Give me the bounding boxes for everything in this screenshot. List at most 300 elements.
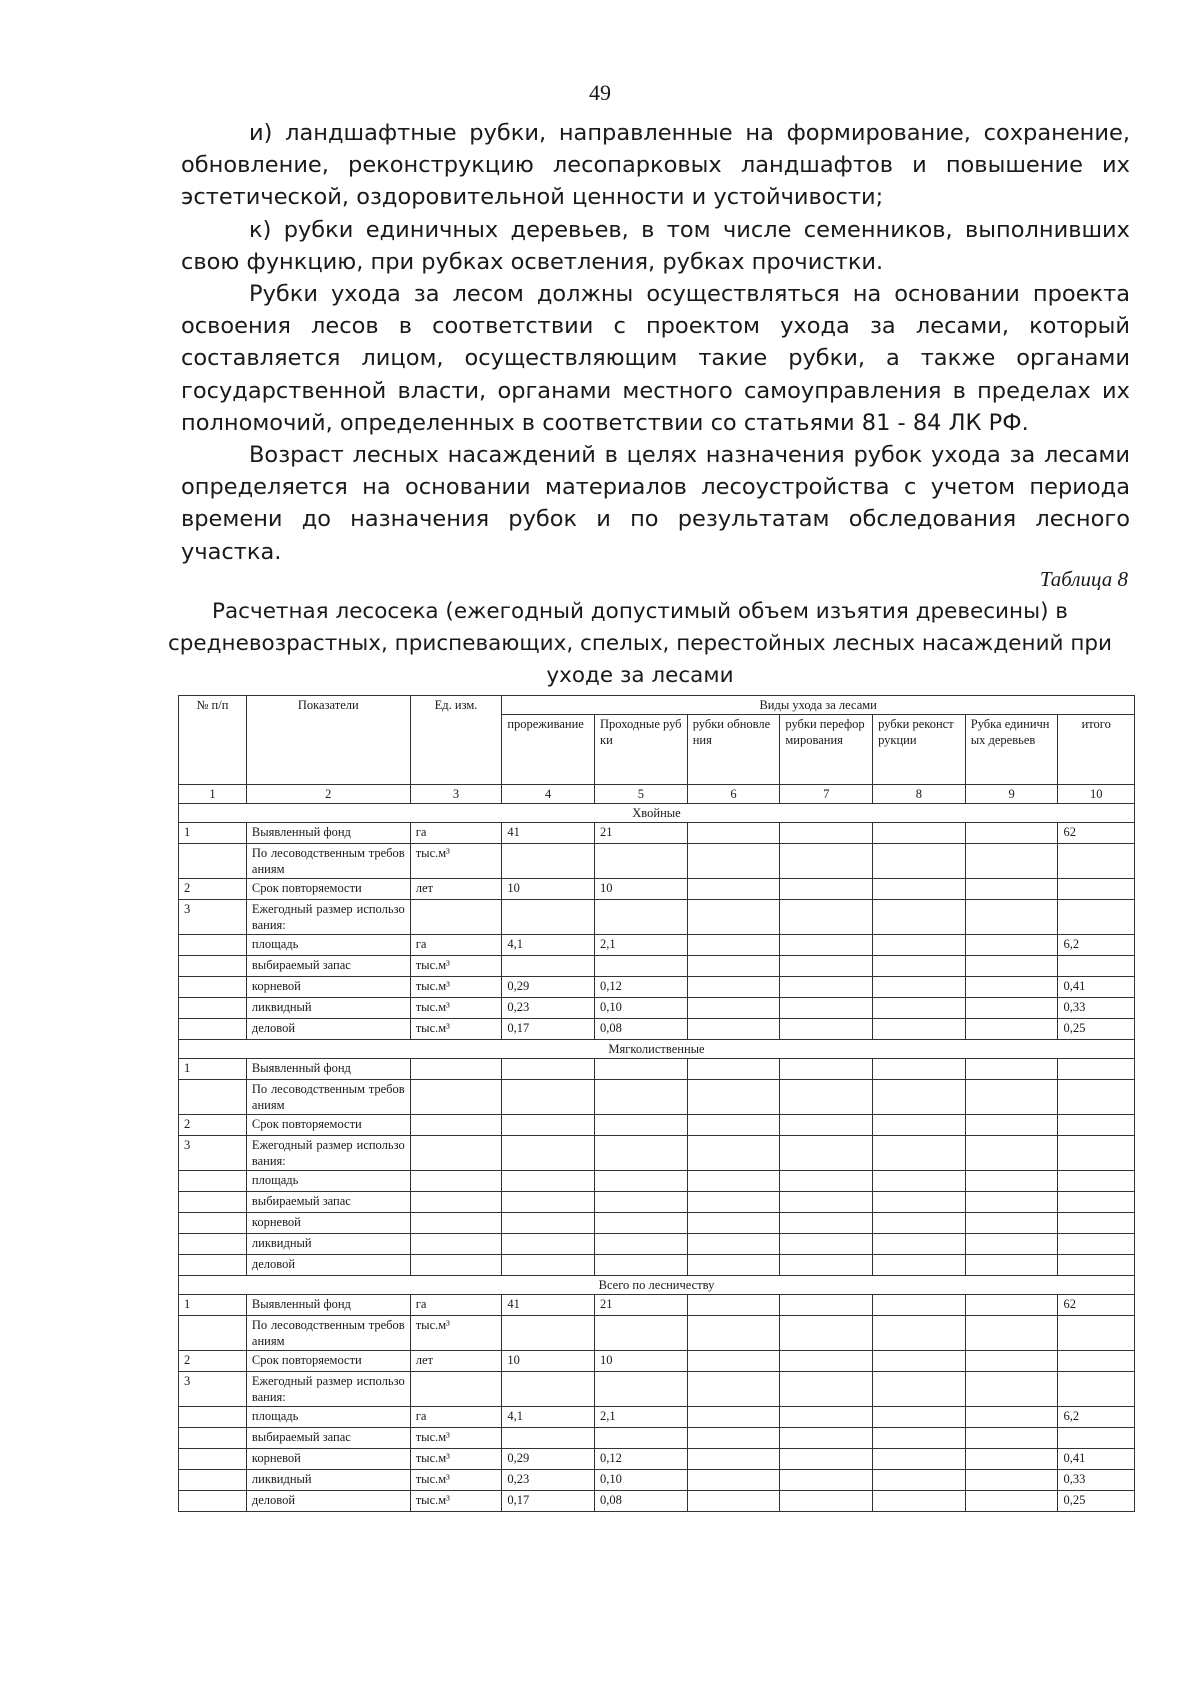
row-value: [595, 844, 688, 879]
row-value: [873, 1407, 966, 1428]
row-indicator: ликвидный: [246, 1470, 410, 1491]
row-value: [1058, 1213, 1135, 1234]
row-value: [1058, 879, 1135, 900]
table-row: [179, 1351, 1135, 1372]
column-index: 7: [780, 785, 873, 804]
header-unit: Ед. изм.: [410, 696, 502, 785]
row-value: [873, 844, 966, 879]
page-number: 49: [589, 80, 611, 105]
table-row: [179, 1059, 1135, 1080]
row-indicator: корневой: [246, 977, 410, 998]
row-num: [179, 935, 247, 956]
row-value: [502, 844, 595, 879]
row-value: 0,10: [595, 1470, 688, 1491]
paragraph: и) ландшафтные рубки, направленные на формирование, сохранение, обновление, реконструкцию лесопарковых ландшафтов и повышение их эстетической, оздоровительной ценности и устойчивости;: [181, 120, 1130, 211]
row-value: [1058, 1428, 1135, 1449]
column-index: 3: [410, 785, 502, 804]
header-col: прореживание: [502, 715, 595, 785]
row-value: [687, 1372, 780, 1407]
row-value: [780, 1136, 873, 1171]
row-indicator: ликвидный: [246, 1234, 410, 1255]
row-value: [965, 1019, 1058, 1040]
row-value: [687, 1192, 780, 1213]
row-value: [965, 1316, 1058, 1351]
column-index: 10: [1058, 785, 1135, 804]
row-value: [687, 1115, 780, 1136]
row-value: [595, 1192, 688, 1213]
row-value: [965, 1295, 1058, 1316]
table-row: [179, 1255, 1135, 1276]
row-value: [595, 1316, 688, 1351]
row-value: [687, 1428, 780, 1449]
row-value: [873, 1080, 966, 1115]
row-value: 2,1: [595, 1407, 688, 1428]
row-unit: тыс.м³: [410, 956, 502, 977]
row-value: [780, 1059, 873, 1080]
row-value: [965, 1080, 1058, 1115]
row-num: 1: [179, 1059, 247, 1080]
row-value: 0,41: [1058, 1449, 1135, 1470]
row-value: 0,29: [502, 977, 595, 998]
row-value: [965, 1372, 1058, 1407]
row-value: [873, 900, 966, 935]
row-value: [873, 1316, 966, 1351]
header-col: рубки обновления: [687, 715, 780, 785]
row-num: 3: [179, 1136, 247, 1171]
row-indicator: деловой: [246, 1019, 410, 1040]
row-unit: тыс.м³: [410, 998, 502, 1019]
row-value: [780, 1192, 873, 1213]
row-num: [179, 1491, 247, 1512]
row-value: 0,10: [595, 998, 688, 1019]
row-value: 21: [595, 1295, 688, 1316]
row-value: [965, 1428, 1058, 1449]
row-value: 10: [502, 1351, 595, 1372]
row-value: [873, 1213, 966, 1234]
row-value: [965, 1059, 1058, 1080]
table-row: [179, 1428, 1135, 1449]
row-value: [502, 1255, 595, 1276]
row-value: [687, 1351, 780, 1372]
row-value: [965, 1351, 1058, 1372]
row-unit: тыс.м³: [410, 977, 502, 998]
row-indicator: Ежегодный размер использования:: [246, 1136, 410, 1171]
row-value: 0,23: [502, 1470, 595, 1491]
row-value: [873, 977, 966, 998]
column-index: 9: [965, 785, 1058, 804]
row-value: [687, 1470, 780, 1491]
table-row: [179, 900, 1135, 935]
row-value: [965, 1470, 1058, 1491]
row-value: [780, 1316, 873, 1351]
row-value: [873, 935, 966, 956]
row-value: [502, 1372, 595, 1407]
row-unit: лет: [410, 879, 502, 900]
row-value: [780, 1428, 873, 1449]
row-unit: лет: [410, 1351, 502, 1372]
row-value: [687, 935, 780, 956]
column-index: 6: [687, 785, 780, 804]
row-value: [1058, 900, 1135, 935]
row-value: [687, 823, 780, 844]
row-value: [780, 823, 873, 844]
row-value: [873, 1428, 966, 1449]
row-value: [595, 1059, 688, 1080]
row-value: [595, 1171, 688, 1192]
row-value: [502, 1059, 595, 1080]
row-value: [687, 956, 780, 977]
row-unit: [410, 1136, 502, 1171]
row-value: [965, 1136, 1058, 1171]
column-index: 4: [502, 785, 595, 804]
row-value: [873, 1171, 966, 1192]
row-value: [1058, 1316, 1135, 1351]
row-indicator: площадь: [246, 935, 410, 956]
row-value: [965, 998, 1058, 1019]
row-value: [1058, 1255, 1135, 1276]
row-value: [780, 1255, 873, 1276]
row-value: [687, 844, 780, 879]
section-title: Мягколиственные: [179, 1040, 1135, 1059]
row-value: 0,25: [1058, 1019, 1135, 1040]
row-num: [179, 1192, 247, 1213]
table-row: [179, 1407, 1135, 1428]
row-unit: тыс.м³: [410, 1428, 502, 1449]
row-num: [179, 1213, 247, 1234]
row-indicator: Выявленный фонд: [246, 1295, 410, 1316]
row-value: [873, 1372, 966, 1407]
row-value: [965, 1171, 1058, 1192]
row-value: 0,17: [502, 1491, 595, 1512]
header-col: Проходные рубки: [595, 715, 688, 785]
row-value: [780, 1351, 873, 1372]
row-value: 41: [502, 1295, 595, 1316]
row-num: [179, 977, 247, 998]
row-value: 10: [595, 1351, 688, 1372]
row-indicator: Срок повторяемости: [246, 1115, 410, 1136]
paragraph: Рубки ухода за лесом должны осуществляться на основании проекта освоения лесов в соответствии с проектом ухода за лесами, который составляется лицом, осуществляющим такие рубки, а также органами государственной власти, органами местного самоуправления в пределах их полномочий, определенных в соответствии со статьями 81 - 84 ЛК РФ.: [181, 281, 1130, 436]
row-value: [965, 1449, 1058, 1470]
row-num: [179, 844, 247, 879]
row-indicator: ликвидный: [246, 998, 410, 1019]
section-row: [179, 1040, 1135, 1059]
row-value: [595, 1255, 688, 1276]
row-unit: га: [410, 1295, 502, 1316]
row-num: 2: [179, 1115, 247, 1136]
row-value: [502, 1080, 595, 1115]
row-value: 41: [502, 823, 595, 844]
row-value: [1058, 1059, 1135, 1080]
row-value: [965, 956, 1058, 977]
table-row: [179, 1019, 1135, 1040]
row-unit: тыс.м³: [410, 1019, 502, 1040]
row-num: [179, 1171, 247, 1192]
row-value: [965, 1192, 1058, 1213]
section-title: Всего по лесничеству: [179, 1276, 1135, 1295]
table-row: [179, 1136, 1135, 1171]
row-value: 10: [595, 879, 688, 900]
row-value: [873, 1351, 966, 1372]
row-value: [1058, 956, 1135, 977]
row-value: [687, 1449, 780, 1470]
row-unit: [410, 1192, 502, 1213]
row-value: [687, 1059, 780, 1080]
row-value: 0,23: [502, 998, 595, 1019]
table-row: [179, 1372, 1135, 1407]
row-num: [179, 1470, 247, 1491]
table-row: [179, 844, 1135, 879]
row-value: [965, 900, 1058, 935]
row-value: 6,2: [1058, 935, 1135, 956]
column-index: 2: [246, 785, 410, 804]
row-value: [873, 1192, 966, 1213]
row-value: [780, 1372, 873, 1407]
row-unit: га: [410, 823, 502, 844]
row-value: [873, 1295, 966, 1316]
table-row: [179, 1449, 1135, 1470]
row-value: 0,08: [595, 1491, 688, 1512]
header-col: рубки переформирования: [780, 715, 873, 785]
row-value: [595, 900, 688, 935]
row-indicator: Выявленный фонд: [246, 1059, 410, 1080]
row-value: [780, 935, 873, 956]
row-value: [595, 1213, 688, 1234]
column-index: 1: [179, 785, 247, 804]
row-value: [780, 1171, 873, 1192]
row-value: [595, 1428, 688, 1449]
row-value: [965, 823, 1058, 844]
row-num: [179, 1316, 247, 1351]
row-unit: [410, 1372, 502, 1407]
row-value: [780, 1449, 873, 1470]
row-indicator: По лесоводственным требованиям: [246, 1316, 410, 1351]
row-num: [179, 1449, 247, 1470]
row-value: [780, 1080, 873, 1115]
row-num: [179, 1019, 247, 1040]
row-value: [873, 879, 966, 900]
row-value: [780, 1407, 873, 1428]
row-value: [1058, 844, 1135, 879]
row-value: [873, 1115, 966, 1136]
header-col: Рубка единичных деревьев: [965, 715, 1058, 785]
row-value: 0,12: [595, 977, 688, 998]
column-index: 8: [873, 785, 966, 804]
row-value: [687, 1213, 780, 1234]
row-num: [179, 1428, 247, 1449]
row-value: [1058, 1115, 1135, 1136]
table-row: [179, 1115, 1135, 1136]
row-num: 3: [179, 1372, 247, 1407]
paragraph: к) рубки единичных деревьев, в том числе семенников, выполнивших свою функцию, при рубках осветления, рубках прочистки.: [181, 216, 1130, 275]
row-value: [1058, 1372, 1135, 1407]
table-row: [179, 956, 1135, 977]
row-unit: [410, 1080, 502, 1115]
body-text: [181, 117, 1130, 568]
row-unit: тыс.м³: [410, 844, 502, 879]
row-value: [965, 1255, 1058, 1276]
table-row: [179, 1213, 1135, 1234]
table-row: [179, 1192, 1135, 1213]
row-value: [873, 1470, 966, 1491]
row-value: [687, 1019, 780, 1040]
row-value: [1058, 1136, 1135, 1171]
row-value: [687, 1407, 780, 1428]
row-value: 0,12: [595, 1449, 688, 1470]
row-value: [687, 879, 780, 900]
row-value: 2,1: [595, 935, 688, 956]
row-indicator: выбираемый запас: [246, 956, 410, 977]
row-value: [873, 1136, 966, 1171]
row-value: [965, 977, 1058, 998]
row-value: [687, 1295, 780, 1316]
row-value: [873, 1491, 966, 1512]
row-value: 62: [1058, 823, 1135, 844]
row-num: [179, 1080, 247, 1115]
row-indicator: выбираемый запас: [246, 1192, 410, 1213]
header-col: рубки реконструкции: [873, 715, 966, 785]
row-value: [595, 1372, 688, 1407]
row-indicator: корневой: [246, 1213, 410, 1234]
row-value: [780, 977, 873, 998]
row-indicator: деловой: [246, 1255, 410, 1276]
row-value: 4,1: [502, 935, 595, 956]
row-value: 0,41: [1058, 977, 1135, 998]
row-value: [687, 1234, 780, 1255]
row-value: [687, 1136, 780, 1171]
row-value: [780, 1213, 873, 1234]
table-row: [179, 1491, 1135, 1512]
row-num: 2: [179, 1351, 247, 1372]
row-indicator: Выявленный фонд: [246, 823, 410, 844]
row-value: [687, 998, 780, 1019]
row-value: [687, 977, 780, 998]
row-value: [595, 1234, 688, 1255]
row-value: [502, 1234, 595, 1255]
row-indicator: По лесоводственным требованиям: [246, 844, 410, 879]
table-title: Расчетная лесосека (ежегодный допустимый объем изъятия древесины) в средневозрастных, приспевающих, спелых, перестойных лесных насаждений при уходе за лесами: [167, 599, 1113, 688]
row-value: 0,25: [1058, 1491, 1135, 1512]
table-row: [179, 1171, 1135, 1192]
row-value: [502, 1192, 595, 1213]
row-value: [1058, 1080, 1135, 1115]
table-header: [179, 696, 1135, 804]
table-row: [179, 977, 1135, 998]
row-unit: тыс.м³: [410, 1491, 502, 1512]
row-value: [595, 1080, 688, 1115]
column-index-row: [179, 785, 1135, 804]
row-value: [965, 844, 1058, 879]
header-col: итого: [1058, 715, 1135, 785]
row-value: [1058, 1192, 1135, 1213]
row-unit: [410, 1115, 502, 1136]
row-num: [179, 1234, 247, 1255]
row-value: [780, 1295, 873, 1316]
table-row: [179, 998, 1135, 1019]
row-num: 1: [179, 1295, 247, 1316]
row-value: [873, 823, 966, 844]
row-value: [965, 1491, 1058, 1512]
header-group: Виды ухода за лесами: [502, 696, 1135, 715]
row-value: [502, 1136, 595, 1171]
row-num: 1: [179, 823, 247, 844]
row-indicator: Срок повторяемости: [246, 879, 410, 900]
row-value: 62: [1058, 1295, 1135, 1316]
row-value: [1058, 1351, 1135, 1372]
row-value: [780, 998, 873, 1019]
row-value: [780, 879, 873, 900]
table-row: [179, 879, 1135, 900]
table-row: [179, 1234, 1135, 1255]
row-indicator: выбираемый запас: [246, 1428, 410, 1449]
row-value: [502, 900, 595, 935]
row-value: [687, 1491, 780, 1512]
row-indicator: деловой: [246, 1491, 410, 1512]
row-value: [502, 1213, 595, 1234]
row-unit: [410, 1171, 502, 1192]
row-value: [873, 998, 966, 1019]
row-unit: [410, 1059, 502, 1080]
row-unit: тыс.м³: [410, 1470, 502, 1491]
paragraph: Возраст лесных насаждений в целях назначения рубок ухода за лесами определяется на основании материалов лесоустройства с учетом периода времени до назначения рубок и по результатам обследования лесного участка.: [181, 442, 1130, 565]
row-value: 4,1: [502, 1407, 595, 1428]
section-row: [179, 1276, 1135, 1295]
row-value: [873, 1449, 966, 1470]
table-label: Таблица 8: [1039, 567, 1128, 591]
row-value: [502, 1428, 595, 1449]
row-value: [780, 1470, 873, 1491]
row-value: [502, 1316, 595, 1351]
row-value: 0,17: [502, 1019, 595, 1040]
row-value: 0,29: [502, 1449, 595, 1470]
row-value: [873, 1019, 966, 1040]
row-unit: га: [410, 1407, 502, 1428]
table-row: [179, 1080, 1135, 1115]
table-body: [179, 804, 1135, 1512]
row-value: [780, 1234, 873, 1255]
row-indicator: Ежегодный размер использования:: [246, 900, 410, 935]
row-value: [687, 1080, 780, 1115]
row-value: 0,33: [1058, 1470, 1135, 1491]
row-value: 0,08: [595, 1019, 688, 1040]
row-value: [873, 1234, 966, 1255]
row-value: [873, 1255, 966, 1276]
row-value: [965, 1234, 1058, 1255]
row-value: [687, 1255, 780, 1276]
section-row: [179, 804, 1135, 823]
table-row: [179, 1470, 1135, 1491]
row-indicator: корневой: [246, 1449, 410, 1470]
row-unit: [410, 1255, 502, 1276]
row-indicator: Срок повторяемости: [246, 1351, 410, 1372]
row-value: [965, 1213, 1058, 1234]
row-unit: [410, 1213, 502, 1234]
row-num: 2: [179, 879, 247, 900]
row-value: [873, 956, 966, 977]
row-value: [502, 956, 595, 977]
row-value: [595, 1136, 688, 1171]
row-value: 0,33: [1058, 998, 1135, 1019]
row-indicator: площадь: [246, 1407, 410, 1428]
row-value: [1058, 1234, 1135, 1255]
row-indicator: площадь: [246, 1171, 410, 1192]
row-num: [179, 956, 247, 977]
row-value: [780, 900, 873, 935]
row-value: [965, 879, 1058, 900]
row-value: [965, 1407, 1058, 1428]
row-value: [687, 900, 780, 935]
row-num: [179, 1255, 247, 1276]
row-value: [780, 956, 873, 977]
